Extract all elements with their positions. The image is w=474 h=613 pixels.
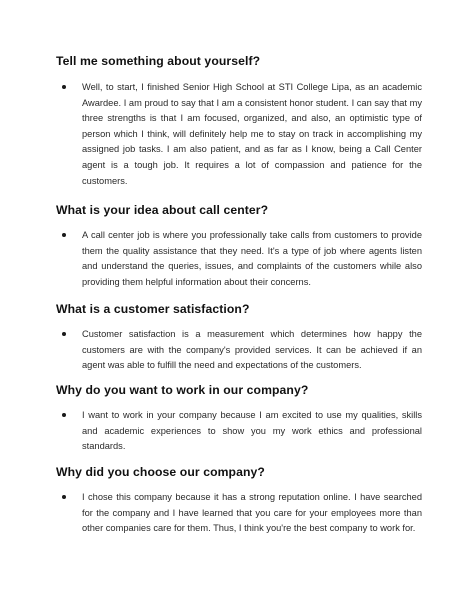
answer-text-5: I chose this company because it has a strong reputation online. I have searched for the company and I have learned that you care for your employees more than other companies care for them. Thus, I think you're the best company to work for.	[82, 492, 422, 534]
question-heading-3: What is a customer satisfaction?	[56, 302, 250, 316]
answer-text-3: Customer satisfaction is a measurement which determines how happy the customers are with the company's provided services. It can be achieved if an agent was able to fulfill the need and expectations of the customers.	[82, 329, 422, 371]
bullet-icon	[62, 332, 66, 336]
bullet-icon	[62, 413, 66, 417]
answer-text-1: Well, to start, I finished Senior High School at STI College Lipa, as an academic Awardee. I am proud to say that I am a consistent honor student. I can say that my three strengths is that I am focused, organized, and also, an optimistic type of person which I think, will definitely help me to stay on track in accomplishing my assigned job tasks. I am also patient, and as far as I know, being a Call Center agent is a tough job. It requires a lot of compassion and patience for the customers.	[82, 82, 422, 186]
question-heading-5: Why did you choose our company?	[56, 465, 265, 479]
bullet-icon	[62, 85, 66, 89]
answer-text-4: I want to work in your company because I am excited to use my qualities, skills and academic experiences to show you my work ethics and professional standards.	[82, 410, 422, 452]
answer-text-2: A call center job is where you professionally take calls from customers to provide them the quality assistance that they need. It's a type of job where agents listen and understand the queries, issues, and complaints of the customers while also providing them helpful information about their concerns.	[82, 230, 422, 287]
question-heading-4: Why do you want to work in our company?	[56, 383, 309, 397]
question-heading-1: Tell me something about yourself?	[56, 54, 261, 68]
question-heading-2: What is your idea about call center?	[56, 203, 269, 217]
bullet-icon	[62, 495, 66, 499]
bullet-icon	[62, 233, 66, 237]
